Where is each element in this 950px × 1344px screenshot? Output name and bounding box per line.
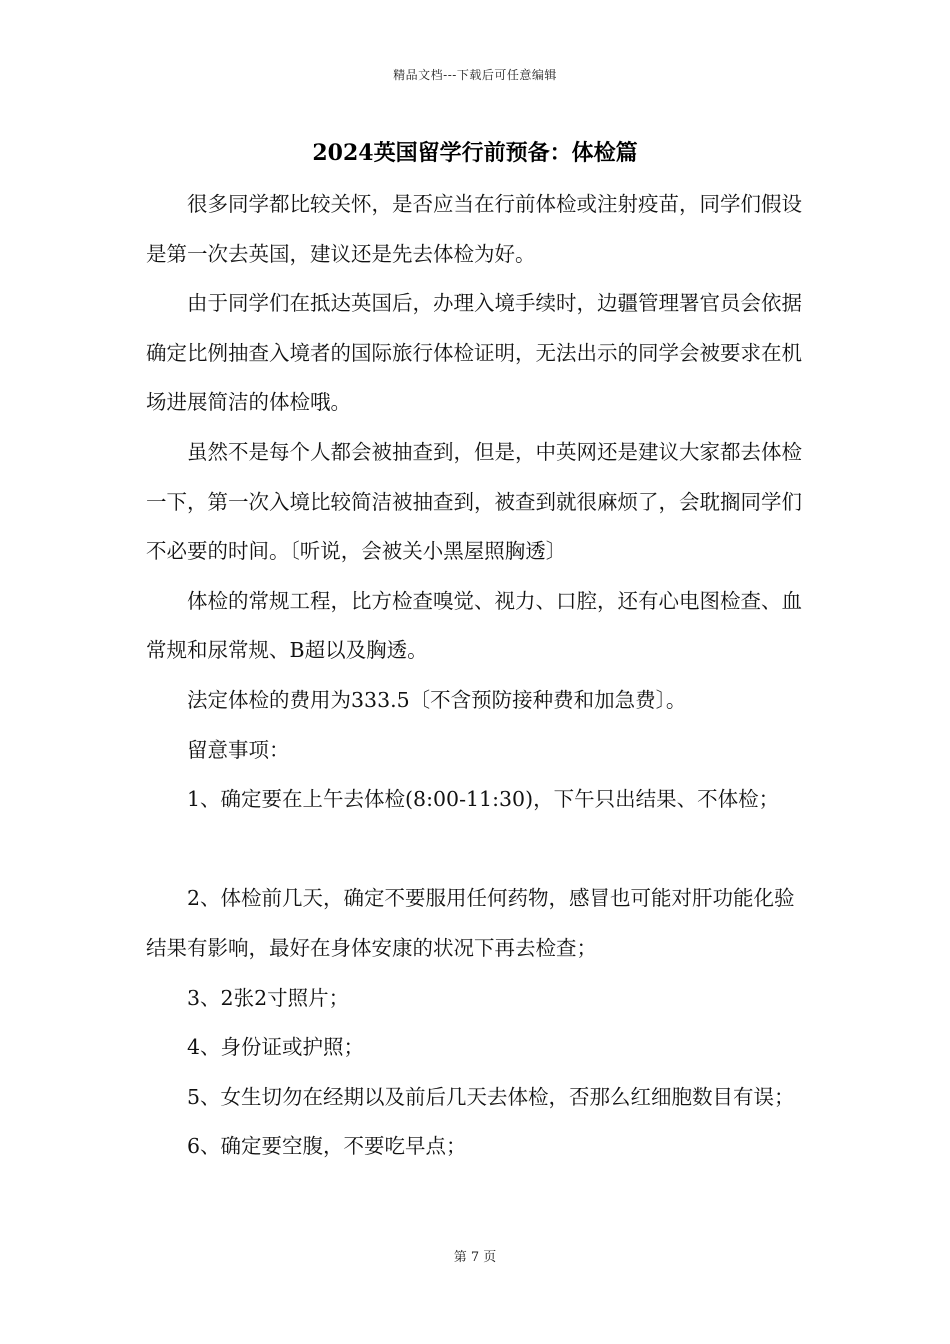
- list-item: 3、2张2寸照片；: [187, 985, 350, 1010]
- page-header: 精品文档---下载后可任意编辑: [393, 68, 557, 82]
- document-body: [146, 180, 810, 1172]
- list-item: 4、身份证或护照；: [187, 1035, 365, 1060]
- list-item: 1、确定要在上午去体检(8:00-11:30)，下午只出结果、不体检；: [187, 787, 780, 812]
- list-item: 2、体检前几天，确定不要服用任何药物，感冒也可能对肝功能化验结果有影响，最好在身体安康的状况下再去检查；: [146, 886, 795, 960]
- paragraph: 留意事项：: [187, 737, 290, 762]
- paragraph: 很多同学都比较关怀，是否应当在行前体检或注射疫苗，同学们假设是第一次去英国，建议还是先去体检为好。: [146, 192, 802, 266]
- list-item: 5、女生切勿在经期以及前后几天去体检，否那么红细胞数目有误；: [187, 1084, 795, 1109]
- page-number: 第 7 页: [453, 1250, 497, 1265]
- paragraph: 体检的常规工程，比方检查嗅觉、视力、口腔，还有心电图检查、血常规和尿常规、B超以及胸透。: [146, 588, 802, 663]
- paragraph: 法定体检的费用为333.5〔不含预防接种费和加急费〕。: [187, 687, 687, 712]
- document-title: 2024英国留学行前预备：体检篇: [312, 140, 638, 166]
- list-item: 6、确定要空腹，不要吃早点；: [187, 1134, 467, 1159]
- paragraph: 由于同学们在抵达英国后，办理入境手续时，边疆管理署官员会依据确定比例抽查入境者的国际旅行体检证明，无法出示的同学会被要求在机场进展简洁的体检哦。: [146, 291, 802, 415]
- paragraph: 虽然不是每个人都会被抽查到，但是，中英网还是建议大家都去体检一下，第一次入境比较简洁被抽查到，被查到就很麻烦了，会耽搁同学们不必要的时间。〔听说，会被关小黑屋照胸透〕: [146, 439, 802, 564]
